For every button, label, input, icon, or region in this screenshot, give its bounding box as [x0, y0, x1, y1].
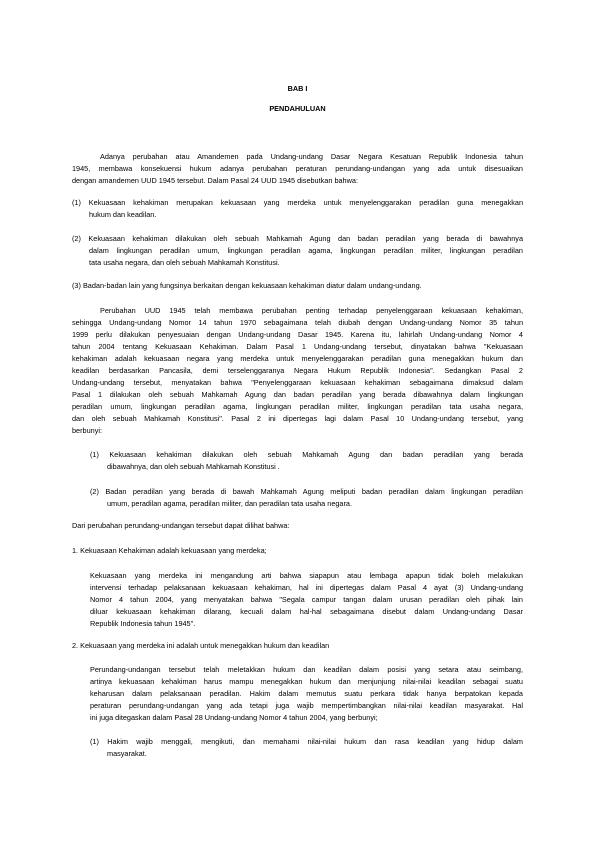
text-line: artinya kekuasaan kehakiman harus mampu menegakkan hukum dan menjunjung nilai-nilai keadilan sebagai suatu [90, 677, 523, 686]
text-line: Adanya perubahan atau Amandemen pada Undang-undang Dasar Negara Kesatuan Republik Indonesia tahun [100, 152, 523, 161]
text-line: keharusan dalam pelaksanaan peradilan. Hakim dalam memutus suatu perkara tidak hanya berpatokan kepada [90, 689, 523, 698]
text-line: kehakiman adalah kekuasaan negara yang merdeka untuk menyelenggarakan peradilan guna menegakkan hukum dan [72, 354, 523, 363]
text-line: Undang-undang tersebut, menyatakan bahwa "Penyelenggaraan kekuasaan kehakiman sebagaimana dimaksud dalam [72, 378, 523, 387]
text-line: dalam lingkungan peradilan umum, lingkungan peradilan agama, lingkungan peradilan militer, lingkungan peradilan [89, 246, 523, 255]
text-line: sehingga Undang-undang Nomor 14 tahun 1970 sebagaimana telah diubah dengan Undang-undang Nomor 35 tahun [72, 318, 523, 327]
text-line: 2. Kekuasaan yang merdeka ini adalah untuk menegakkan hukum dan keadilan [72, 641, 330, 650]
text-line: berbunyi: [72, 426, 103, 435]
text-line: intervensi terhadap pelaksanaan kekuasaan kehakiman, hal ini dipertegas dalam Pasal 4 ayat (3) Undang-undang [90, 583, 523, 592]
text-line: hukum dan keadilan. [89, 210, 157, 219]
text-line: (3) Badan-badan lain yang fungsinya berkaitan dengan kekuasaan kehakiman diatur dalam undang-undang. [72, 281, 422, 290]
text-line: umum, peradilan agama, peradilan militer, dan peradilan tata usaha negara. [107, 499, 353, 508]
text-line: Perundang-undangan tersebut telah meletakkan hukum dan keadilan dalam posisi yang setara atau seimbang, [90, 665, 523, 674]
text-line: (1) Kekuasaan kehakiman merupakan kekuasaan yang merdeka untuk menyelenggarakan peradilan guna menegakkan [72, 198, 523, 207]
text-line: peradilan umum, lingkungan peradilan agama, lingkungan peradilan militer, lingkungan peradilan tata usaha negara, [72, 402, 523, 411]
text-line: dan oleh sebuah Mahkamah Konstitusi". Pasal 2 ini dipertegas lagi dalam Pasal 10 Undang-undang tersebut, yang [72, 414, 523, 423]
chapter-subtitle: PENDAHULUAN [269, 104, 326, 113]
text-line: dibawahnya, dan oleh sebuah Mahkamah Konstitusi . [107, 462, 280, 471]
text-line: keadilan berdasarkan Pancasila, demi terselenggaranya Negara Hukum Republik Indonesia". Sedangkan Pasal 2 [72, 366, 523, 375]
text-line: (2) Kekuasaan kehakiman dilakukan oleh sebuah Mahkamah Agung dan badan peradilan yang berada di bawahnya [72, 234, 523, 243]
text-line: Perubahan UUD 1945 telah membawa perubahan penting terhadap penyelenggaraan kekuasaan kehakiman, [100, 306, 523, 315]
text-line: peraturan perundang-undangan yang ada tetapi juga wajib mempertimbangkan nilai-nilai keadilan masyarakat. Hal [90, 701, 523, 710]
text-line: (2) Badan peradilan yang berada di bawah Mahkamah Agung meliputi badan peradilan dalam lingkungan peradilan [90, 487, 523, 496]
text-line: Republik Indonesia tahun 1945". [90, 619, 196, 628]
text-line: 1. Kekuasaan Kehakiman adalah kekuasaan yang merdeka; [72, 546, 267, 555]
text-line: (1) Hakim wajib menggali, mengikuti, dan memahami nilai-nilai hukum dan rasa keadilan yang hidup dalam [90, 737, 523, 746]
chapter-title: BAB I [287, 84, 308, 93]
text-line: Nomor 4 tahun 2004, yang menyatakan bahwa "Segala campur tangan dalam urusan peradilan oleh pihak lain [90, 595, 523, 604]
text-line: 1999 perlu dilakukan penyesuaian dengan Undang-undang Dasar 1945. Karena itu, lahirlah Undang-undang Nomor 4 [72, 330, 523, 339]
text-line: tata usaha negara, dan oleh sebuah Mahkamah Konstitusi. [89, 258, 280, 267]
text-line: tahun 2004 tentang Kekuasaan Kehakiman. Dalam Pasal 1 Undang-undang tersebut, dinyatakan bahwa "Kekuasaan [72, 342, 523, 351]
text-line: diluar kekuasaan kehakiman dilarang, kecuali dalam hal-hal sebagaimana disebut dalam Undang-undang Dasar [90, 607, 523, 616]
text-line: Pasal 1 dilakukan oleh sebuah Mahkamah Agung dan badan peradilan yang berada dibawahnya dalam lingkungan [72, 390, 523, 399]
text-line: Kekuasaan yang merdeka ini mengandung arti bahwa siapapun atau lembaga apapun tidak boleh melakukan [90, 571, 523, 580]
text-line: dengan amandemen UUD 1945 tersebut. Dalam Pasal 24 UUD 1945 disebutkan bahwa: [72, 176, 358, 185]
text-line: masyarakat. [107, 749, 147, 758]
text-line: ini juga ditegaskan dalam Pasal 28 Undang-undang Nomor 4 tahun 2004, yang berbunyi; [90, 713, 378, 722]
text-line: 1945, membawa konsekuensi hukum adanya perubahan peraturan perundang-undangan yang ada untuk disesuaikan [72, 164, 523, 173]
text-line: (1) Kekuasaan kehakiman dilakukan oleh sebuah Mahkamah Agung dan badan peradilan yang berada [90, 450, 523, 459]
text-line: Dari perubahan perundang-undangan tersebut dapat dilihat bahwa: [72, 521, 290, 530]
